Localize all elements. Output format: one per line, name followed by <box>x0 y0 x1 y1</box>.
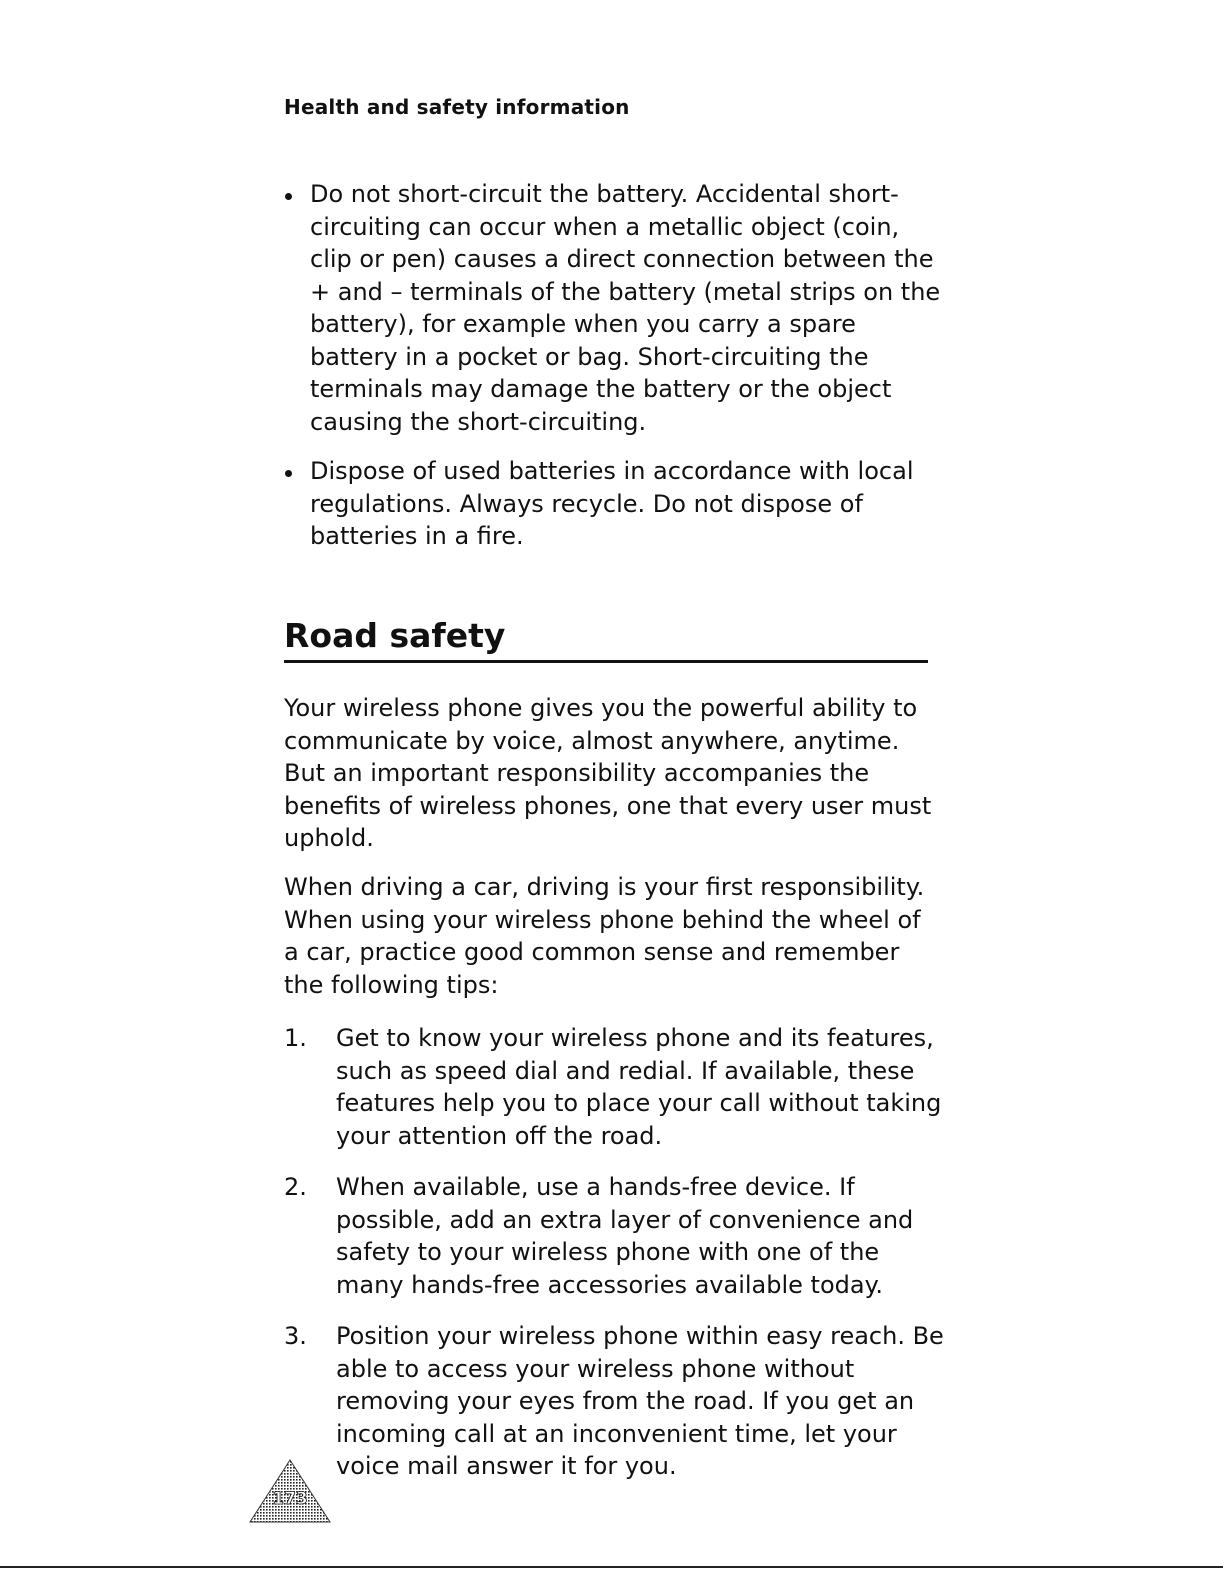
bottom-edge-line <box>0 1566 1223 1568</box>
section-divider <box>284 660 928 663</box>
bullet-text: Dispose of used batteries in accordance with local regulations. Always recycle. Do not dispose of batteries in a fire. <box>310 457 914 550</box>
bullet-dot-icon <box>285 193 292 200</box>
triangle-page-badge-icon <box>248 1458 332 1524</box>
tips-list <box>284 1022 944 1502</box>
battery-bullet-list <box>284 178 944 570</box>
bullet-dot-icon <box>285 470 292 477</box>
section-heading: Road safety <box>284 616 506 655</box>
intro-paragraph: Your wireless phone gives you the powerful ability to communicate by voice, almost anywhere, anytime. But an important responsibility accompanies the benefits of wireless phones, one that every user must uphold. <box>284 694 932 852</box>
tip-number: 3. <box>284 1322 307 1350</box>
tip-text: When available, use a hands-free device. If possible, add an extra layer of convenience and safety to your wireless phone with one of the many hands-free accessories available today. <box>336 1173 914 1299</box>
page-number: 173 <box>272 1489 308 1509</box>
tip-item <box>284 1171 944 1301</box>
bullet-text: Do not short-circuit the battery. Accidental short-circuiting can occur when a metallic object (coin, clip or pen) causes a direct connection between the + and – terminals of the battery (metal strips on the battery), for example when you carry a spare battery in a pocket or bag. Short-circuiting the terminals may damage the battery or the object causing the short-circuiting. <box>310 180 941 436</box>
tip-number: 2. <box>284 1173 307 1201</box>
bullet-item <box>284 178 944 438</box>
bullet-item <box>284 455 944 553</box>
tip-number: 1. <box>284 1024 307 1052</box>
tip-item <box>284 1320 944 1483</box>
tip-item <box>284 1022 944 1152</box>
intro-paragraph: When driving a car, driving is your first responsibility. When using your wireless phone behind the wheel of a car, practice good common sense and remember the following tips: <box>284 873 925 999</box>
running-header: Health and safety information <box>284 95 630 119</box>
tip-text: Get to know your wireless phone and its features, such as speed dial and redial. If available, these features help you to place your call without taking your attention off the road. <box>336 1024 942 1150</box>
tip-text: Position your wireless phone within easy reach. Be able to access your wireless phone without removing your eyes from the road. If you get an incoming call at an inconvenient time, let your voice mail answer it for you. <box>336 1322 944 1480</box>
